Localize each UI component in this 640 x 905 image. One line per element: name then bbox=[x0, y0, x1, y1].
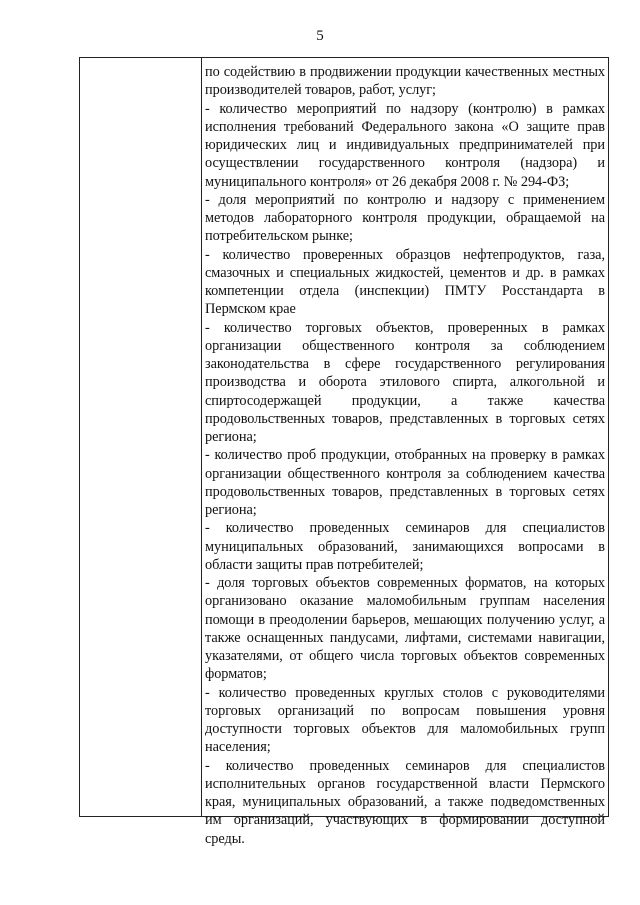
table-left-cell bbox=[80, 58, 202, 816]
paragraph-supervision-events: - количество мероприятий по надзору (контролю) в рамках исполнения требований Федерального закона «О защите прав юридических лиц и индивидуальных предпринимателей при осуществлении государственного контроля (надзора) и муниципального контроля» от 26 декабря 2008 г. № 294-ФЗ; bbox=[205, 100, 605, 190]
paragraph-round-tables: - количество проведенных круглых столов с руководителями торговых организаций по вопросам повышения уровня доступности торговых объектов для маломобильных групп населения; bbox=[205, 684, 605, 756]
table-right-cell bbox=[202, 58, 608, 848]
indicator-table bbox=[79, 57, 609, 847]
paragraph-promotion: по содействию в продвижении продукции качественных местных производителей товаров, работ, услуг; bbox=[205, 64, 605, 99]
paragraph-fuel-samples: - количество проверенных образцов нефтепродуктов, газа, смазочных и специальных жидкостей, цементов и др. в рамках компетенции отдела (инспекции) ПМТУ Росстандарта в Пермском крае bbox=[205, 246, 605, 318]
paragraph-public-control-objects: - количество торговых объектов, проверенных в рамках организации общественного контроля за соблюдением законодательства в сфере государственного регулирования производства и оборота этилового спирта, алкогольной и спиртосодержащей продукции, а также качества продовольственных товаров, представленных в торговых сетях региона; bbox=[205, 319, 605, 445]
paragraph-product-samples: - количество проб продукции, отобранных на проверку в рамках организации общественного контроля за соблюдением качества продовольственных товаров, представленных в торговых сетях региона; bbox=[205, 447, 605, 518]
page-number: 5 bbox=[316, 28, 324, 44]
paragraph-laboratory-control: - доля мероприятий по контролю и надзору с применением методов лабораторного контроля продукции, обращаемой на потребительском рынке; bbox=[205, 191, 605, 245]
paragraph-municipal-seminars: - количество проведенных семинаров для специалистов муниципальных образований, занимающихся вопросами в области защиты прав потребителей; bbox=[205, 520, 605, 573]
paragraph-accessible-stores: - доля торговых объектов современных форматов, на которых организовано оказание маломобильным группам населения помощи в преодолении барьеров, мешающих получению услуг, а также оснащенных пандусами, лифтами, системами навигации, указателями, от общего числа торговых объектов современных форматов; bbox=[205, 575, 605, 683]
paragraph-accessibility-seminars: - количество проведенных семинаров для специалистов исполнительных органов государственной власти Пермского края, муниципальных образований, а также подведомственных им организаций, участвующих в формировании доступной среды. bbox=[205, 757, 605, 847]
